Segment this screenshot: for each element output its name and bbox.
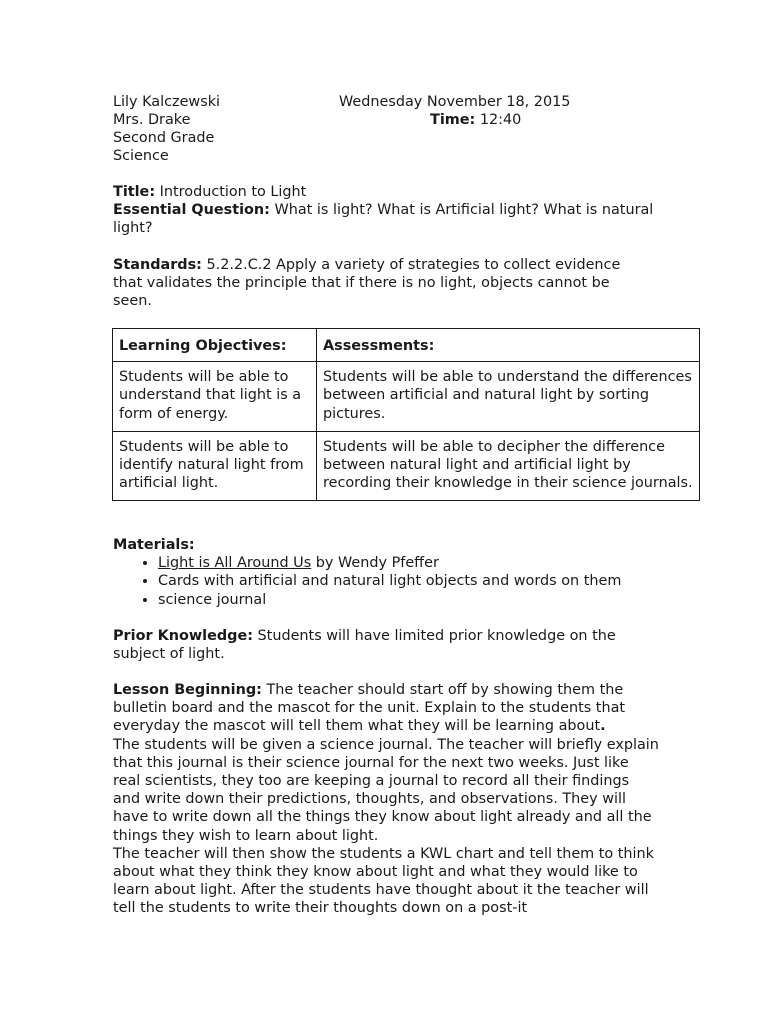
prior-knowledge-label: Prior Knowledge: [113,628,253,644]
lesson-paragraph: The students will be given a science journal. The teacher will briefly explain that this journal is their science journal for the next two weeks. Just like real scientists, they too are keeping a journal to record all their findings and write down their predictions, thoughts, and observations. They will have to write down all the things they know about light already and all the things they wish to learn about light. [113,736,659,844]
materials-section [113,536,673,609]
grade-level: Second Grade [113,130,215,146]
title-section [113,183,663,238]
assessment-cell: Students will be able to understand the differences between artificial and natural light by sorting pictures. [317,362,700,432]
title-value: Introduction to Light [159,184,307,200]
lesson-date: Wednesday November 18, 2015 [339,94,571,110]
table-header-row [113,329,700,362]
subject: Science [113,148,169,164]
essential-question-label: Essential Question: [113,202,270,219]
materials-list [113,554,673,609]
standards-section [113,256,653,311]
standards-label: Standards: [113,257,202,273]
prior-knowledge-text: Students will have limited prior knowledge on the subject of light. [113,628,616,663]
objective-cell: Students will be able to understand that light is a form of energy. [113,362,317,432]
book-title: Light is All Around Us [158,555,312,572]
essential-question-text: What is light? What is Artificial light? What is natural light? [113,202,654,237]
student-name: Lily Kalczewski [113,94,221,110]
lesson-paragraph: The teacher will then show the students a KWL chart and tell them to think about what they think they know about light and what they would like to learn about light. After the students have thought about it the teacher will tell the students to write their thoughts down on a post-it [113,845,655,917]
list-item: • Light is All Around Us by Wendy Pfeffer [158,554,673,572]
essential-question [113,201,663,237]
lesson-paragraph: Lesson Beginning: The teacher should start off by showing them the bulletin board and the mascot for the unit. Explain to the students that everyday the mascot will tell them what they will be learning about. [113,682,626,735]
objective-cell: Students will be able to identify natural light from artificial light. [113,431,317,501]
time-label: Time: [430,112,476,128]
title-line [113,183,663,201]
list-item: • Cards with artificial and natural light objects and words on them [158,572,673,590]
prior-knowledge-section [113,627,653,663]
lesson-time [430,111,521,129]
materials-label: Materials: [113,537,195,553]
objectives-table [112,328,700,501]
time-value: 12:40 [479,112,522,128]
table-row [113,362,700,432]
assessment-cell: Students will be able to decipher the difference between natural light and artificial light by recording their knowledge in their science journals. [317,431,700,501]
standards-text: 5.2.2.C.2 Apply a variety of strategies to collect evidence that validates the principle that if there is no light, objects cannot be seen. [113,257,621,310]
title-label: Title: [113,184,156,200]
lesson-beginning-section [113,681,659,918]
table-header-objectives: Learning Objectives: [113,329,317,362]
lesson-beginning-label: Lesson Beginning: [113,682,262,698]
table-row [113,431,700,501]
teacher-name: Mrs. Drake [113,112,191,128]
table-header-assessments: Assessments: [317,329,700,362]
list-item: • science journal [158,591,673,609]
